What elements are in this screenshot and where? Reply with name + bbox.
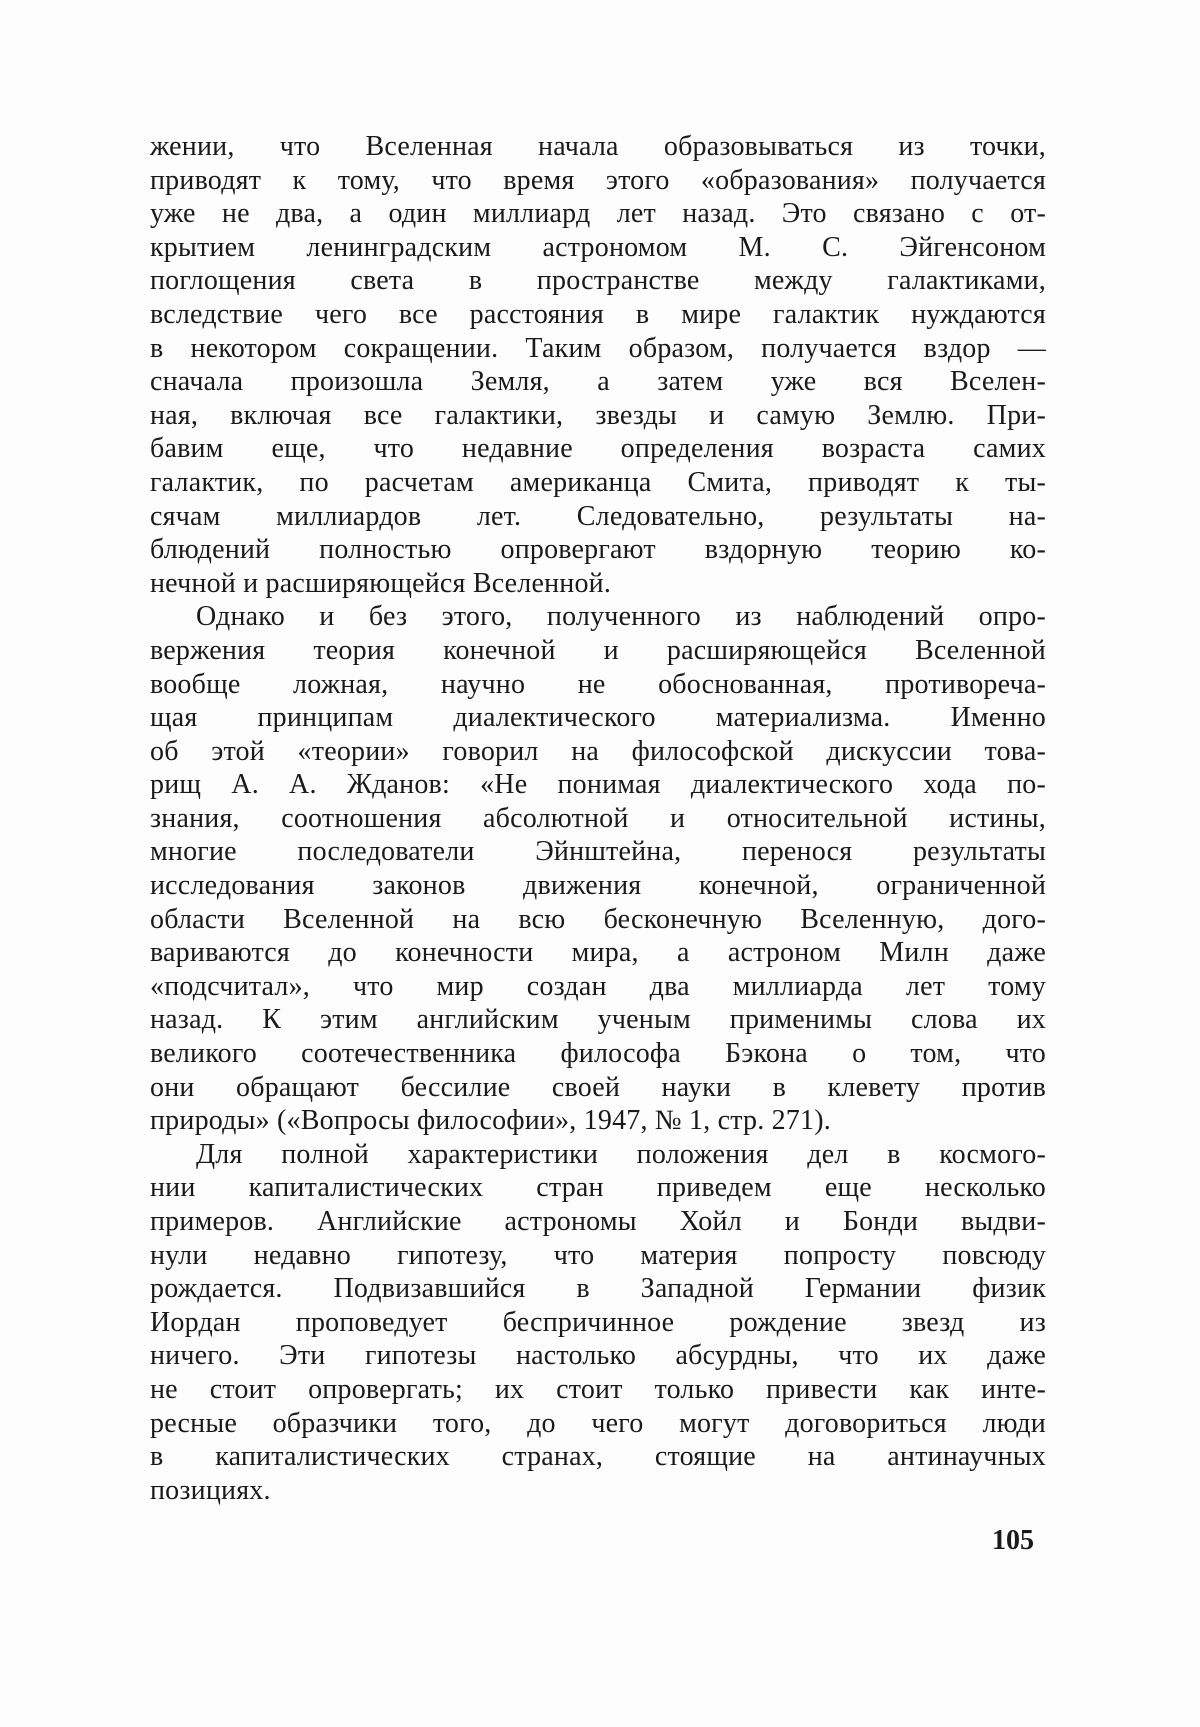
text-line: приводят к тому, что время этого «образования» получается bbox=[150, 164, 1046, 196]
text-line: вследствие чего все расстояния в мире галактик нуждаются bbox=[150, 298, 1046, 330]
text-line: ресные образчики того, до чего могут договориться люди bbox=[150, 1407, 1046, 1439]
text-line: бавим еще, что недавние определения возраста самих bbox=[150, 433, 1046, 465]
text-line: блюдений полностью опровергают вздорную теорию ко- bbox=[150, 534, 1046, 566]
text-line: в капиталистических странах, стоящие на антинаучных bbox=[150, 1441, 1046, 1473]
text-line: нечной и расширяющейся Вселенной. bbox=[150, 567, 612, 599]
text-line: вержения теория конечной и расширяющейся Вселенной bbox=[150, 634, 1046, 666]
text-line: щая принципам диалектического материализма. Именно bbox=[150, 702, 1046, 734]
text-line: сначала произошла Земля, а затем уже вся Вселен- bbox=[150, 366, 1046, 398]
text-line: многие последователи Эйнштейна, перенося результаты bbox=[150, 836, 1046, 868]
text-line: нули недавно гипотезу, что материя попросту повсюду bbox=[150, 1239, 1046, 1271]
text-line: галактик, по расчетам американца Смита, приводят к ты- bbox=[150, 466, 1046, 498]
body-text bbox=[150, 130, 1046, 1507]
text-line: рищ А. А. Жданов: «Не понимая диалектического хода по- bbox=[150, 769, 1046, 801]
text-line: позициях. bbox=[150, 1474, 271, 1506]
text-line: исследования законов движения конечной, ограниченной bbox=[150, 870, 1046, 902]
text-line: они обращают бессилие своей науки в клевету против bbox=[150, 1071, 1046, 1103]
text-line: вообще ложная, научно не обоснованная, противореча- bbox=[150, 668, 1046, 700]
text-line: поглощения света в пространстве между галактиками, bbox=[150, 265, 1046, 297]
text-line: великого соотечественника философа Бэкона о том, что bbox=[150, 1038, 1046, 1070]
text-line: знания, соотношения абсолютной и относительной истины, bbox=[150, 802, 1046, 834]
paragraph bbox=[150, 600, 1046, 1138]
text-line: об этой «теории» говорил на философской дискуссии това- bbox=[150, 735, 1046, 767]
paragraph bbox=[150, 130, 1046, 600]
text-line: ничего. Эти гипотезы настолько абсурдны, что их даже bbox=[150, 1340, 1046, 1372]
text-line: примеров. Английские астрономы Хойл и Бонди выдви- bbox=[150, 1206, 1046, 1237]
page-number: 105 bbox=[992, 1525, 1034, 1556]
text-line: природы» («Вопросы философии», 1947, № 1, стр. 271). bbox=[150, 1105, 831, 1137]
text-line: «подсчитал», что мир создан два миллиарда лет тому bbox=[150, 970, 1046, 1002]
text-line: ная, включая все галактики, звезды и самую Землю. При- bbox=[150, 399, 1046, 431]
text-line: Иордан проповедует беспричинное рождение звезд из bbox=[150, 1306, 1046, 1338]
text-line: крытием ленинградским астрономом М. С. Эйгенсоном bbox=[150, 231, 1046, 263]
text-line: нии капиталистических стран приведем еще несколько bbox=[150, 1172, 1046, 1204]
text-line: назад. К этим английским ученым применимы слова их bbox=[150, 1004, 1046, 1036]
text-line: рождается. Подвизавшийся в Западной Германии физик bbox=[150, 1273, 1046, 1305]
text-line: не стоит опровергать; их стоит только привести как инте- bbox=[150, 1373, 1046, 1405]
text-line: области Вселенной на всю бесконечную Вселенную, дого- bbox=[150, 903, 1046, 935]
text-line: Однако и без этого, полученного из наблюдений опро- bbox=[196, 601, 1046, 633]
text-line: сячам миллиардов лет. Следовательно, результаты на- bbox=[150, 500, 1046, 532]
text-line: жении, что Вселенная начала образовываться из точки, bbox=[150, 131, 1046, 162]
text-line: вариваются до конечности мира, а астроном Милн даже bbox=[150, 937, 1046, 969]
text-line: уже не два, а один миллиард лет назад. Это связано с от- bbox=[150, 198, 1046, 230]
paragraph bbox=[150, 1138, 1046, 1508]
text-line: Для полной характеристики положения дел в космого- bbox=[196, 1138, 1046, 1170]
text-line: в некотором сокращении. Таким образом, получается вздор — bbox=[150, 332, 1046, 364]
